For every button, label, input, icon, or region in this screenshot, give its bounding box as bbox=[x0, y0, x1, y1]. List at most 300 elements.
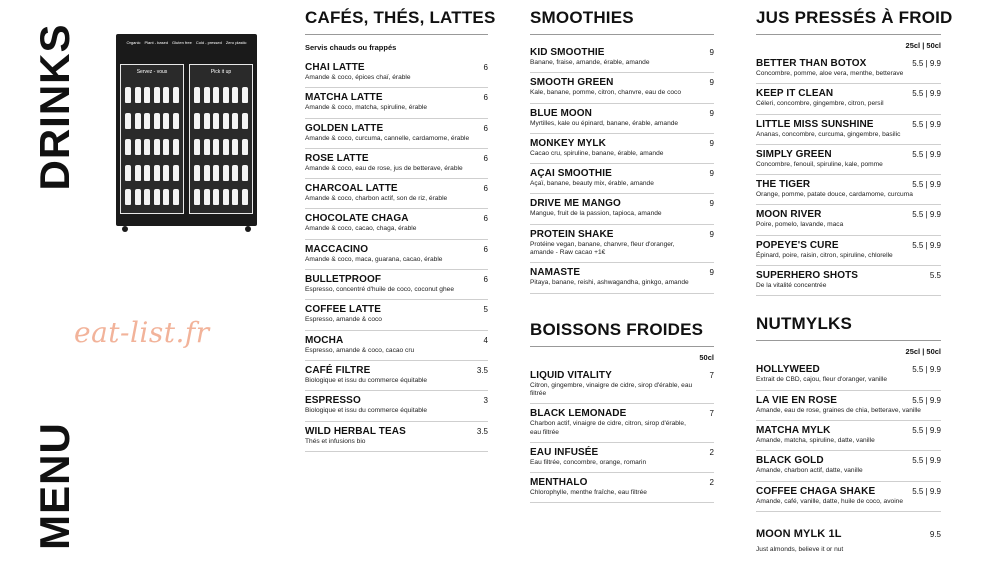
menu-heading: MENU bbox=[31, 422, 78, 550]
item-row bbox=[305, 304, 488, 315]
item-price: 5.5 | 9.9 bbox=[912, 89, 941, 99]
fridge-tags bbox=[116, 40, 257, 45]
section-title-jus: JUS PRESSÉS À FROID bbox=[756, 8, 941, 35]
item-desc: Cacao cru, spiruline, banane, érable, amande bbox=[530, 149, 664, 157]
item-row bbox=[305, 395, 488, 406]
item-name: WILD HERBAL TEAS bbox=[305, 425, 406, 437]
item-name: POPEYE'S CURE bbox=[756, 239, 839, 251]
item-name: HOLLYWEED bbox=[756, 364, 820, 376]
item-desc: Pitaya, banane, reishi, ashwagandha, ginkgo, amande bbox=[530, 279, 689, 287]
item-desc: Espresso, amande & coco, cacao cru bbox=[305, 346, 415, 354]
bottle-icon bbox=[154, 189, 160, 205]
item-price: 3.5 bbox=[476, 365, 488, 375]
bottle-icon bbox=[232, 87, 238, 103]
item-row bbox=[756, 119, 941, 130]
item-desc: Amande & coco, maca, guarana, cacao, érable bbox=[305, 255, 443, 263]
bottle-icon bbox=[223, 87, 229, 103]
item-desc: Biologique et issu du commerce équitable bbox=[305, 407, 428, 415]
item-row bbox=[530, 108, 714, 119]
fridge-shelf bbox=[125, 189, 179, 205]
item-name: NAMASTE bbox=[530, 267, 581, 279]
item-price: 9 bbox=[709, 108, 714, 118]
item-row bbox=[305, 62, 488, 73]
item-row bbox=[756, 364, 941, 375]
bottle-icon bbox=[144, 189, 150, 205]
item-desc: Protéine vegan, banane, chanvre, fleur d'oranger, amande - Raw cacao +1€ bbox=[530, 240, 675, 257]
fridge-tag: Plant - based bbox=[144, 40, 169, 45]
bottle-icon bbox=[125, 87, 131, 103]
item-price: 9 bbox=[709, 78, 714, 88]
item-desc: Mangue, fruit de la passion, tapioca, amande bbox=[530, 210, 662, 218]
item-row bbox=[305, 183, 488, 194]
item-price: 5.5 | 9.9 bbox=[912, 395, 941, 405]
bottle-icon bbox=[125, 139, 131, 155]
item-price: 6 bbox=[483, 123, 488, 133]
bottle-icon bbox=[194, 189, 200, 205]
item-desc: Amande & coco, charbon actif, son de riz, érable bbox=[305, 195, 448, 203]
item-name: GOLDEN LATTE bbox=[305, 122, 384, 134]
item-price: 6 bbox=[483, 244, 488, 254]
menu-item bbox=[756, 175, 941, 205]
bottle-icon bbox=[163, 189, 169, 205]
bottle-icon bbox=[223, 189, 229, 205]
item-price: 6 bbox=[483, 214, 488, 224]
item-row bbox=[756, 209, 941, 220]
section-title-nutmylks: NUTMYLKS bbox=[756, 314, 941, 341]
bottle-icon bbox=[173, 189, 179, 205]
menu-item bbox=[756, 360, 941, 390]
item-row bbox=[530, 138, 714, 149]
item-desc: Charbon actif, vinaigre de cidre, citron, sirop d'érable, eau filtrée bbox=[530, 420, 686, 436]
item-price: 6 bbox=[483, 184, 488, 194]
item-desc: Amande, café, vanille, datte, huile de coco, avoine bbox=[756, 497, 903, 505]
bottle-icon bbox=[232, 189, 238, 205]
item-name: DRIVE ME MANGO bbox=[530, 198, 621, 210]
spacer bbox=[756, 296, 941, 314]
fridge-tag: Zero plastic bbox=[225, 40, 247, 45]
item-desc: Açaï, banane, beauty mix, érable, amande bbox=[530, 180, 654, 188]
menu-item bbox=[530, 263, 714, 293]
item-name: SIMPLY GREEN bbox=[756, 148, 832, 160]
item-name: LITTLE MISS SUNSHINE bbox=[756, 118, 874, 130]
item-price: 2 bbox=[709, 447, 714, 457]
fridge-shelf bbox=[125, 113, 179, 129]
jus-size: 25cl | 50cl bbox=[905, 41, 941, 50]
bottle-icon bbox=[213, 139, 219, 155]
fridge-tag: Organic bbox=[126, 40, 141, 45]
bottle-icon bbox=[204, 165, 210, 181]
fridge-foot-right bbox=[245, 226, 251, 232]
menu-item bbox=[756, 266, 941, 296]
item-row bbox=[305, 426, 488, 437]
bottle-icon bbox=[242, 189, 248, 205]
watermark: eat-list.fr bbox=[74, 316, 210, 349]
item-desc: Kale, banane, pomme, citron, chanvre, eau de coco bbox=[530, 89, 682, 97]
item-price: 5.5 | 9.9 bbox=[912, 456, 941, 466]
menu-item bbox=[305, 331, 488, 361]
item-name: BLACK GOLD bbox=[756, 455, 824, 467]
fridge-door-left bbox=[120, 64, 184, 214]
bottle-icon bbox=[173, 165, 179, 181]
item-name: THE TIGER bbox=[756, 179, 811, 191]
fridge-shelf bbox=[125, 139, 179, 155]
item-row bbox=[305, 335, 488, 346]
item-row bbox=[305, 274, 488, 285]
bottle-icon bbox=[223, 113, 229, 129]
bottle-icon bbox=[213, 87, 219, 103]
menu-item bbox=[530, 104, 714, 134]
menu-item bbox=[305, 240, 488, 270]
cafes-list bbox=[305, 58, 488, 452]
bottle-icon bbox=[135, 139, 141, 155]
menu-item bbox=[305, 361, 488, 391]
item-name: ESPRESSO bbox=[305, 395, 361, 407]
bottle-icon bbox=[154, 113, 160, 129]
bottle-icon bbox=[213, 165, 219, 181]
item-price: 5.5 | 9.9 bbox=[912, 180, 941, 190]
item-desc: Épinard, poire, raisin, citron, spiruline, chlorelle bbox=[756, 251, 893, 259]
item-row bbox=[530, 198, 714, 209]
item-desc: Céleri, concombre, gingembre, citron, persil bbox=[756, 100, 884, 108]
fridge-illustration bbox=[116, 34, 257, 226]
menu-item bbox=[756, 115, 941, 145]
bottle-icon bbox=[213, 189, 219, 205]
bottle-icon bbox=[173, 113, 179, 129]
item-name: KID SMOOTHIE bbox=[530, 47, 605, 58]
item-row bbox=[530, 477, 714, 488]
bottle-icon bbox=[242, 87, 248, 103]
item-price: 3 bbox=[483, 396, 488, 406]
fridge-shelf bbox=[194, 139, 248, 155]
menu-item bbox=[756, 236, 941, 266]
menu-item bbox=[305, 119, 488, 149]
fridge-foot-left bbox=[122, 226, 128, 232]
menu-item bbox=[530, 194, 714, 224]
item-row bbox=[756, 455, 941, 466]
item-name: BLUE MOON bbox=[530, 107, 593, 119]
nutmylks-list bbox=[756, 360, 941, 511]
bottle-icon bbox=[163, 165, 169, 181]
menu-item bbox=[530, 443, 714, 473]
menu-item bbox=[756, 482, 941, 512]
bottle-icon bbox=[163, 139, 169, 155]
item-row bbox=[305, 244, 488, 255]
bottle-icon bbox=[204, 87, 210, 103]
bottle-icon bbox=[154, 139, 160, 155]
item-name: BLACK LEMONADE bbox=[530, 408, 627, 420]
menu-item bbox=[756, 84, 941, 114]
item-name: EAU INFUSÉE bbox=[530, 446, 599, 458]
item-desc: Thés et infusions bio bbox=[305, 437, 366, 445]
item-desc: Citron, gingembre, vinaigre de cidre, sirop d'érable, eau filtrée bbox=[530, 381, 693, 397]
item-price: 5.5 | 9.9 bbox=[912, 210, 941, 220]
item-desc: Orange, pomme, patate douce, cardamome, curcuma bbox=[756, 191, 913, 199]
jus-list bbox=[756, 54, 941, 296]
menu-item bbox=[756, 524, 941, 559]
item-price: 6 bbox=[483, 93, 488, 103]
item-name: LIQUID VITALITY bbox=[530, 369, 612, 381]
item-name: MACCACINO bbox=[305, 243, 369, 255]
bottle-icon bbox=[232, 165, 238, 181]
item-desc: Amande & coco, matcha, spiruline, érable bbox=[305, 104, 428, 112]
item-name: LA VIE EN ROSE bbox=[756, 394, 838, 406]
item-row bbox=[756, 486, 941, 497]
spacer bbox=[530, 294, 714, 320]
bottle-icon bbox=[163, 113, 169, 129]
item-desc: Amande, eau de rose, graines de chia, betterave, vanille bbox=[756, 406, 921, 414]
item-price: 7 bbox=[709, 370, 714, 380]
item-desc: Poire, pomelo, lavande, maca bbox=[756, 221, 844, 229]
bottle-icon bbox=[163, 87, 169, 103]
fridge-shelf bbox=[125, 165, 179, 181]
item-desc: Espresso, amande & coco bbox=[305, 316, 382, 324]
item-row bbox=[756, 425, 941, 436]
menu-item bbox=[530, 225, 714, 264]
menu-item bbox=[756, 391, 941, 421]
item-desc: Amande, matcha, spiruline, datte, vanille bbox=[756, 436, 875, 444]
item-price: 4 bbox=[483, 335, 488, 345]
item-row bbox=[530, 47, 714, 58]
bottle-icon bbox=[135, 113, 141, 129]
item-name: SMOOTH GREEN bbox=[530, 77, 614, 89]
item-name: KEEP IT CLEAN bbox=[756, 88, 834, 100]
section-title-froides: BOISSONS FROIDES bbox=[530, 320, 714, 347]
item-name: BETTER THAN BOTOX bbox=[756, 58, 867, 69]
column-cafes bbox=[305, 8, 496, 452]
drinks-heading: DRINKS bbox=[31, 23, 78, 191]
bottle-icon bbox=[223, 139, 229, 155]
menu-item bbox=[305, 58, 488, 88]
item-row bbox=[756, 395, 941, 406]
menu-item bbox=[530, 404, 714, 443]
item-price: 5.5 | 9.9 bbox=[912, 425, 941, 435]
item-name: MATCHA MYLK bbox=[756, 424, 831, 436]
item-name: MONKEY MYLK bbox=[530, 137, 606, 149]
item-row bbox=[756, 58, 941, 69]
item-desc: Chlorophylle, menthe fraîche, eau filtrée bbox=[530, 489, 647, 497]
item-price: 6 bbox=[483, 275, 488, 285]
bottle-icon bbox=[173, 139, 179, 155]
item-desc: De la vitalité concentrée bbox=[756, 282, 827, 290]
bottle-icon bbox=[135, 87, 141, 103]
bottle-icon bbox=[135, 165, 141, 181]
menu-item bbox=[530, 134, 714, 164]
item-price: 5.5 | 9.9 bbox=[912, 119, 941, 129]
item-desc: Biologique et issu du commerce équitable bbox=[305, 376, 428, 384]
item-price: 5 bbox=[483, 305, 488, 315]
item-row bbox=[756, 149, 941, 160]
item-price: 5.5 bbox=[929, 271, 941, 281]
menu-item bbox=[756, 451, 941, 481]
menu-item bbox=[305, 88, 488, 118]
item-name: COFFEE CHAGA SHAKE bbox=[756, 485, 876, 497]
bottle-icon bbox=[194, 113, 200, 129]
item-name: MATCHA LATTE bbox=[305, 92, 383, 104]
bottle-icon bbox=[135, 189, 141, 205]
item-price: 3.5 bbox=[476, 426, 488, 436]
item-name: CHARCOAL LATTE bbox=[305, 183, 398, 195]
item-name: MOON RIVER bbox=[756, 209, 822, 221]
item-desc: Amande, charbon actif, datte, vanille bbox=[756, 467, 863, 475]
bottle-icon bbox=[213, 113, 219, 129]
bottle-icon bbox=[144, 165, 150, 181]
item-desc: Ananas, concombre, curcuma, gingembre, basilic bbox=[756, 130, 901, 138]
item-name: MENTHALO bbox=[530, 477, 588, 489]
item-price: 7 bbox=[709, 409, 714, 419]
froides-list bbox=[530, 366, 714, 504]
column-smoothies bbox=[530, 8, 714, 503]
item-name: CHAI LATTE bbox=[305, 62, 365, 73]
item-price: 5.5 | 9.9 bbox=[912, 365, 941, 375]
item-name: BULLETPROOF bbox=[305, 274, 382, 286]
menu-item bbox=[756, 145, 941, 175]
menu-item bbox=[756, 54, 941, 84]
menu-item bbox=[305, 391, 488, 421]
item-price: 9 bbox=[709, 138, 714, 148]
menu-item bbox=[530, 473, 714, 503]
item-name: CHOCOLATE CHAGA bbox=[305, 213, 409, 225]
item-row bbox=[305, 365, 488, 376]
item-desc: Banane, fraise, amande, érable, amande bbox=[530, 59, 650, 66]
menu-item bbox=[305, 300, 488, 330]
item-price: 9 bbox=[709, 48, 714, 57]
item-price: 9.5 bbox=[929, 529, 941, 539]
fridge-shelf bbox=[125, 87, 179, 103]
item-desc: Eau filtrée, concombre, orange, romarin bbox=[530, 458, 647, 466]
item-row bbox=[305, 153, 488, 164]
bottle-icon bbox=[204, 189, 210, 205]
bottle-icon bbox=[144, 113, 150, 129]
item-desc: Extrait de CBD, cajou, fleur d'oranger, vanille bbox=[756, 376, 888, 384]
item-price: 2 bbox=[709, 478, 714, 488]
bottle-icon bbox=[223, 165, 229, 181]
bottle-icon bbox=[194, 165, 200, 181]
item-desc: Amande & coco, cacao, chaga, érable bbox=[305, 225, 417, 233]
item-row bbox=[756, 528, 941, 540]
bottle-icon bbox=[194, 139, 200, 155]
item-price: 5.5 | 9.9 bbox=[912, 59, 941, 68]
menu-item bbox=[305, 422, 488, 452]
item-name: MOON MYLK 1L bbox=[756, 527, 842, 540]
item-price: 5.5 | 9.9 bbox=[912, 240, 941, 250]
fridge-tag: Cold - pressed bbox=[195, 40, 222, 45]
item-price: 6 bbox=[483, 63, 488, 72]
item-price: 6 bbox=[483, 153, 488, 163]
menu-item bbox=[756, 421, 941, 451]
bottle-icon bbox=[242, 113, 248, 129]
item-price: 9 bbox=[709, 199, 714, 209]
item-desc: Myrtilles, kale ou épinard, banane, érable, amande bbox=[530, 119, 679, 127]
bottle-icon bbox=[204, 113, 210, 129]
item-desc: Just almonds, believe it or nut bbox=[756, 545, 844, 553]
item-desc: Amande & coco, eau de rose, jus de betterave, érable bbox=[305, 164, 463, 172]
fridge-shelf bbox=[194, 165, 248, 181]
item-row bbox=[305, 92, 488, 103]
bottle-icon bbox=[144, 139, 150, 155]
menu-item bbox=[756, 205, 941, 235]
item-name: AÇAI SMOOTHIE bbox=[530, 168, 612, 180]
item-name: PROTEIN SHAKE bbox=[530, 228, 614, 240]
item-row bbox=[530, 267, 714, 278]
item-desc: Amande & coco, épices chaï, érable bbox=[305, 74, 411, 81]
menu-item bbox=[530, 164, 714, 194]
fridge-door-left-label: Servez - vous bbox=[136, 69, 168, 75]
item-row bbox=[305, 123, 488, 134]
bottle-icon bbox=[242, 139, 248, 155]
item-row bbox=[530, 77, 714, 88]
item-price: 9 bbox=[709, 169, 714, 179]
fridge-door-right bbox=[189, 64, 253, 214]
item-row bbox=[530, 408, 714, 419]
bottle-icon bbox=[194, 87, 200, 103]
item-name: SUPERHERO SHOTS bbox=[756, 270, 859, 282]
item-row bbox=[530, 370, 714, 381]
item-row bbox=[530, 168, 714, 179]
bottle-icon bbox=[232, 139, 238, 155]
item-price: 5.5 | 9.9 bbox=[912, 149, 941, 159]
menu-item bbox=[530, 43, 714, 73]
section-title-cafes: CAFÉS, THÉS, LATTES bbox=[305, 8, 488, 35]
bottle-icon bbox=[125, 189, 131, 205]
item-row bbox=[756, 179, 941, 190]
item-price: 9 bbox=[709, 229, 714, 239]
froides-size: 50cl bbox=[699, 352, 714, 362]
item-name: CAFÉ FILTRE bbox=[305, 364, 371, 376]
bottle-icon bbox=[173, 87, 179, 103]
fridge-shelf bbox=[194, 189, 248, 205]
bottle-icon bbox=[154, 87, 160, 103]
item-name: ROSE LATTE bbox=[305, 152, 369, 164]
section-title-smoothies: SMOOTHIES bbox=[530, 8, 714, 35]
item-price: 9 bbox=[709, 268, 714, 278]
bottle-icon bbox=[204, 139, 210, 155]
bottle-icon bbox=[242, 165, 248, 181]
item-name: MOCHA bbox=[305, 334, 344, 346]
menu-item bbox=[305, 149, 488, 179]
menu-item bbox=[305, 209, 488, 239]
fridge-door-right-label: Pick it up bbox=[210, 69, 232, 75]
menu-item bbox=[530, 366, 714, 405]
fridge-shelf bbox=[194, 113, 248, 129]
item-desc: Espresso, concentré d'huile de coco, coconut ghee bbox=[305, 286, 454, 294]
menu-item bbox=[305, 179, 488, 209]
bottle-icon bbox=[144, 87, 150, 103]
item-row bbox=[530, 447, 714, 458]
nutmylks-size: 25cl | 50cl bbox=[905, 347, 941, 357]
bottle-icon bbox=[154, 165, 160, 181]
bottle-icon bbox=[125, 165, 131, 181]
fridge-tag: Gluten free bbox=[172, 40, 192, 45]
item-desc: Amande & coco, curcuma, cannelle, cardamome, érable bbox=[305, 134, 470, 142]
item-row bbox=[756, 240, 941, 251]
bottle-icon bbox=[232, 113, 238, 129]
item-name: COFFEE LATTE bbox=[305, 304, 382, 316]
menu-item bbox=[305, 270, 488, 300]
item-desc: Concombre, pomme, aloe vera, menthe, betterave bbox=[756, 70, 904, 77]
fridge-shelf bbox=[194, 87, 248, 103]
cafes-subtitle: Servis chauds ou frappés bbox=[305, 43, 397, 52]
bottle-icon bbox=[125, 113, 131, 129]
item-price: 5.5 | 9.9 bbox=[912, 486, 941, 496]
item-row bbox=[756, 88, 941, 99]
item-row bbox=[530, 229, 714, 240]
menu-item bbox=[530, 73, 714, 103]
item-desc: Concombre, fenouil, spiruline, kale, pomme bbox=[756, 160, 883, 168]
item-row bbox=[305, 213, 488, 224]
column-jus bbox=[756, 8, 953, 559]
item-row bbox=[756, 270, 941, 281]
smoothies-list bbox=[530, 43, 714, 294]
